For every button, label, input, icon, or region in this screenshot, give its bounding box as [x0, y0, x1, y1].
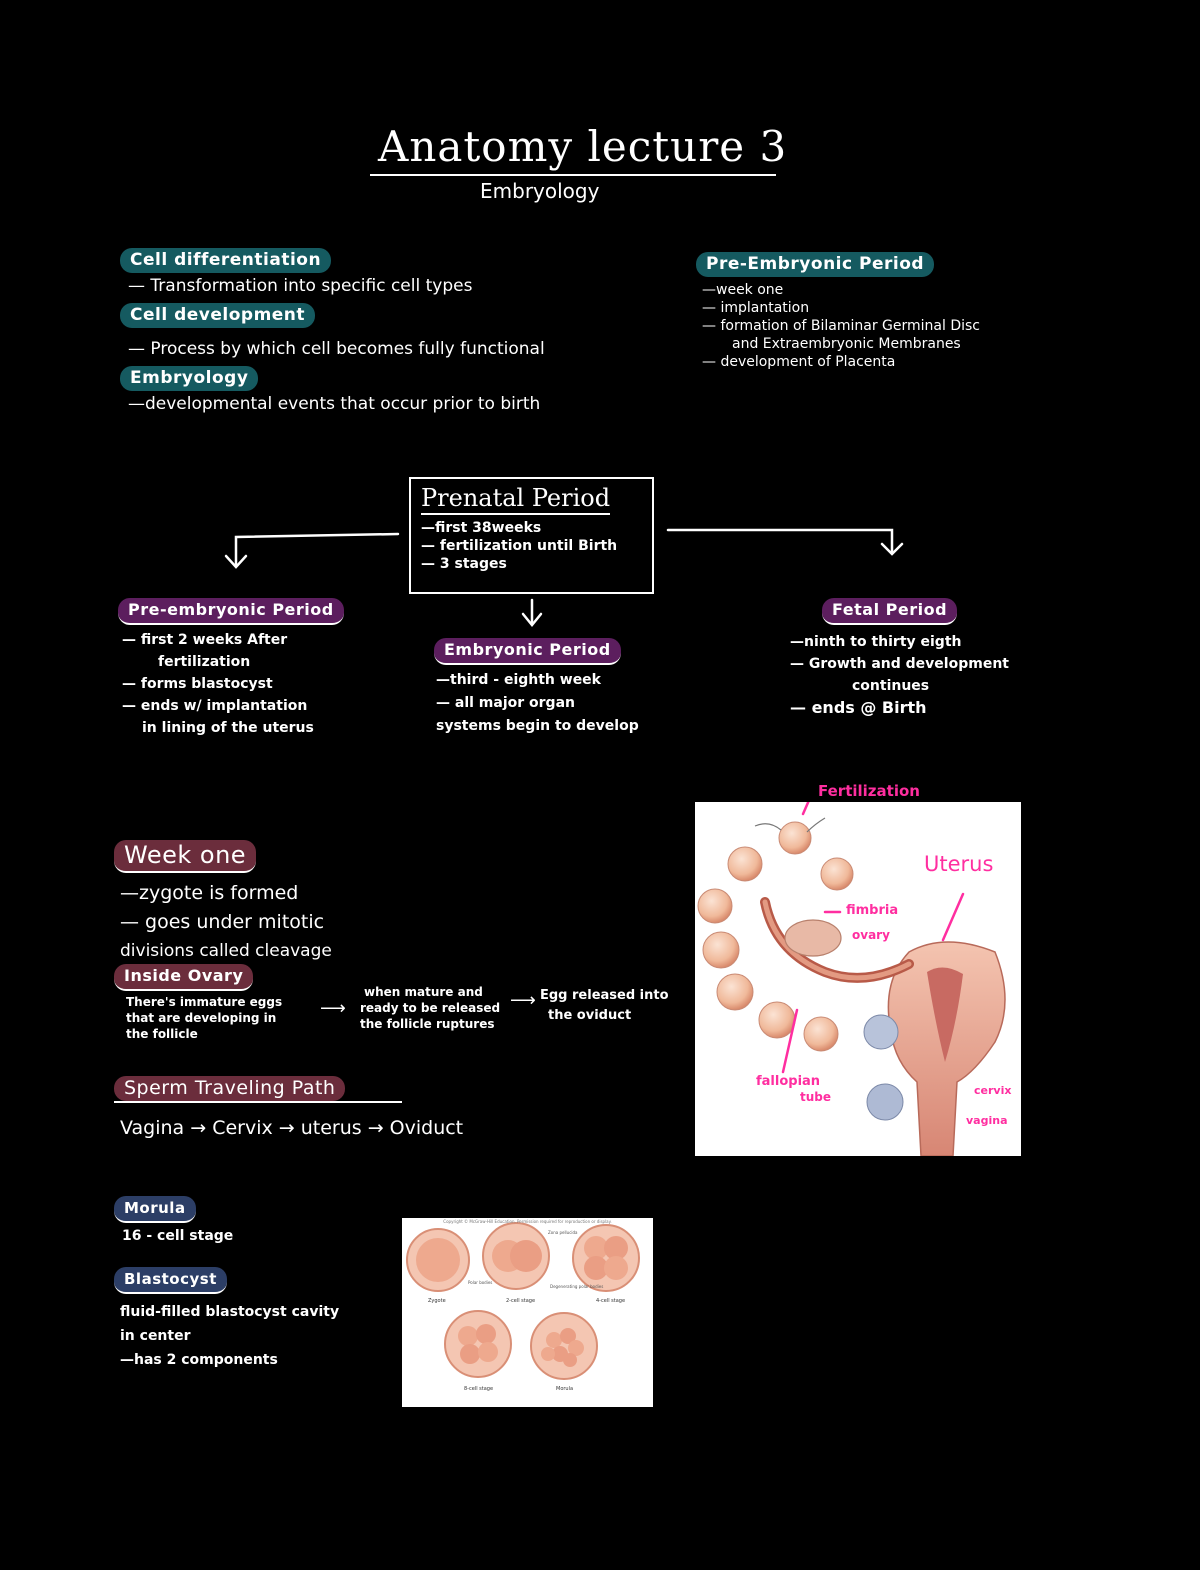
- stage-line: systems begin to develop: [436, 718, 639, 734]
- annotation-degenerating-polar-bodies: Degenerating polar bodies: [550, 1284, 604, 1289]
- ovary-col1-line: the follicle: [126, 1027, 198, 1041]
- stage-fetal: [790, 598, 1070, 719]
- ovary-col1-line: that are developing in: [126, 1011, 277, 1025]
- def-term-cell-development: Cell development: [120, 303, 315, 328]
- arrow-left: [236, 534, 398, 566]
- blastocyst-section: [114, 1267, 394, 1372]
- prenatal-heading: Prenatal Period: [421, 483, 610, 515]
- stage-line: fertilization: [158, 654, 251, 670]
- stage-label-4-cell: 4-cell stage: [596, 1298, 626, 1304]
- stage-line: — first 2 weeks After: [122, 632, 288, 648]
- inside-ovary-section: [114, 964, 694, 1041]
- pre-embryonic-line: and Extraembryonic Membranes: [732, 336, 961, 352]
- blastocyst-heading: Blastocyst: [114, 1267, 227, 1294]
- inside-ovary-heading: Inside Ovary: [114, 964, 253, 991]
- label-uterus: Uterus: [924, 852, 994, 876]
- def-desc-embryology: —developmental events that occur prior to birth: [128, 394, 541, 414]
- ovary-col2-line: ready to be released: [360, 1001, 501, 1015]
- sperm-path-heading: Sperm Traveling Path: [114, 1076, 345, 1101]
- stage-label-2-cell: 2-cell stage: [506, 1298, 536, 1304]
- week-one-line: divisions called cleavage: [120, 941, 332, 961]
- stage-embryonic-heading: Embryonic Period: [434, 638, 621, 665]
- morula-section: [114, 1196, 374, 1245]
- stage-line: in lining of the uterus: [142, 720, 314, 736]
- blastocyst-line: fluid-filled blastocyst cavity: [120, 1304, 340, 1320]
- cleavage-stages-figure: [402, 1218, 653, 1407]
- sperm-path-text: Vagina → Cervix → uterus → Oviduct: [120, 1117, 464, 1139]
- stage-label-zygote: Zygote: [428, 1298, 446, 1304]
- stage-line: — ends @ Birth: [790, 698, 927, 717]
- annotation-polar-bodies: Polar bodies: [468, 1280, 493, 1285]
- flow-arrows: [0, 0, 1200, 700]
- stage-line: —third - eighth week: [436, 672, 601, 688]
- stage-fetal-heading: Fetal Period: [822, 598, 957, 625]
- def-desc-cell-differentiation: — Transformation into specific cell types: [128, 276, 473, 296]
- label-fertilization: Fertilization: [818, 782, 920, 800]
- pre-embryonic-line: — implantation: [702, 300, 810, 316]
- prenatal-line: — fertilization until Birth: [421, 538, 618, 554]
- ovary-col3-line: Egg released into: [540, 988, 669, 1003]
- week-one-heading: Week one: [114, 840, 256, 873]
- week-one-line: —zygote is formed: [120, 882, 299, 904]
- pre-embryonic-line: — formation of Bilaminar Germinal Disc: [702, 318, 980, 334]
- sperm-path-section: [114, 1076, 534, 1139]
- ovary-arrow-2: ⟶: [510, 990, 536, 1011]
- def-term-cell-differentiation: Cell differentiation: [120, 248, 331, 273]
- stage-embryonic: [434, 638, 694, 738]
- prenatal-line: —first 38weeks: [421, 520, 542, 536]
- pre-embryonic-line: — development of Placenta: [702, 354, 896, 370]
- stage-label-8-cell: 8-cell stage: [464, 1386, 494, 1392]
- stage-line: —ninth to thirty eigth: [790, 634, 962, 650]
- stage-line: — ends w/ implantation: [122, 698, 308, 714]
- morula-heading: Morula: [114, 1196, 196, 1223]
- stage-line: — all major organ: [436, 695, 575, 711]
- stage-label-morula: Morula: [556, 1386, 574, 1392]
- cleavage-stages-illustration: [402, 1218, 653, 1407]
- pre-embryonic-line: —week one: [702, 282, 784, 298]
- annotation-zona-pellucida: Zona pellucida: [548, 1230, 578, 1235]
- morula-desc: 16 - cell stage: [122, 1228, 234, 1244]
- ovary-col1-line: There's immature eggs: [126, 995, 283, 1009]
- stage-line: — forms blastocyst: [122, 676, 273, 692]
- ovary-col2-line: when mature and: [364, 985, 483, 999]
- stage-line: continues: [852, 678, 930, 694]
- ovary-col2-line: the follicle ruptures: [360, 1017, 495, 1031]
- stage-pre-embryonic: [118, 598, 378, 739]
- stage-line: — Growth and development: [790, 656, 1009, 672]
- blastocyst-line: —has 2 components: [120, 1352, 278, 1368]
- label-cervix: cervix: [974, 1084, 1012, 1097]
- pre-embryonic-summary-heading: Pre-Embryonic Period: [696, 252, 934, 277]
- prenatal-line: — 3 stages: [421, 556, 507, 572]
- ovary-arrow-1: ⟶: [320, 998, 346, 1019]
- def-desc-cell-development: — Process by which cell becomes fully functional: [128, 339, 545, 359]
- stage-pre-embryonic-heading: Pre-embryonic Period: [118, 598, 344, 625]
- week-one-section: [114, 840, 414, 966]
- figure-copyright: Copyright © McGraw-Hill Education. Permission required for reproduction or display.: [443, 1219, 612, 1224]
- page-subtitle: Embryology: [480, 179, 600, 203]
- label-ovary: ovary: [852, 928, 890, 942]
- ovary-col3-line: the oviduct: [548, 1008, 632, 1023]
- label-fimbria: fimbria: [846, 903, 899, 918]
- arrow-right: [668, 530, 892, 552]
- label-tube: tube: [800, 1090, 832, 1104]
- blastocyst-line: in center: [120, 1328, 191, 1344]
- week-one-line: — goes under mitotic: [120, 911, 325, 933]
- label-fallopian: fallopian: [756, 1074, 821, 1089]
- label-vagina: vagina: [966, 1114, 1008, 1127]
- page-title: Anatomy lecture 3: [378, 122, 788, 171]
- def-term-embryology: Embryology: [120, 366, 258, 391]
